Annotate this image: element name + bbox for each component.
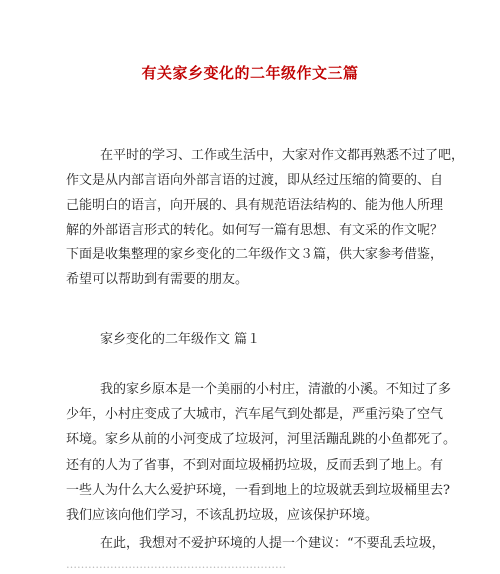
intro-line-2: 作文是从内部言语向外部言语的过渡，即从经过压缩的简要的、自 [66,173,444,188]
body-line-7: 在此，我想对不爱护环境的人提一个建议：“不要乱丢垃圾， [100,536,445,551]
section-heading: 家乡变化的二年级作文 篇１ [100,332,261,347]
intro-line-6: 希望可以帮助到有需要的朋友。 [66,272,249,287]
intro-line-5: 下面是收集整理的家乡变化的二年级作文３篇，供大家参考借鉴， [66,247,444,262]
intro-line-4: 解的外部语言形式的转化。如何写一篇有思想、有文采的作文呢？ [66,223,444,238]
body-line-2: 少年，小村庄变成了大城市，汽车尾气到处都是，严重污染了空气 [66,407,444,422]
intro-line-3: 己能明白的语言，向开展的、具有规范语法结构的、能为他人所理 [66,198,444,213]
body-line-4: 还有的人为了省事，不到对面垃圾桶扔垃圾，反而丢到了地上。有 [66,458,444,473]
body-line-1: 我的家乡原本是一个美丽的小村庄，清澈的小溪。不知过了多 [100,382,452,397]
document-title: 有关家乡变化的二年级作文三篇 [141,64,359,82]
cut-off-line: …………………………………………………… [66,558,286,571]
intro-line-1: 在平时的学习、工作或生活中，大家对作文都再熟悉不过了吧， [100,148,465,163]
body-line-6: 我们应该向他们学习，不该乱扔垃圾，应该保护环境。 [66,508,379,523]
body-line-5: 一些人为什么大么爱护环境，一看到地上的垃圾就丢到垃圾桶里去? [66,483,450,498]
body-line-3: 环境。家乡从前的小河变成了垃圾河，河里活蹦乱跳的小鱼都死了。 [66,432,457,447]
